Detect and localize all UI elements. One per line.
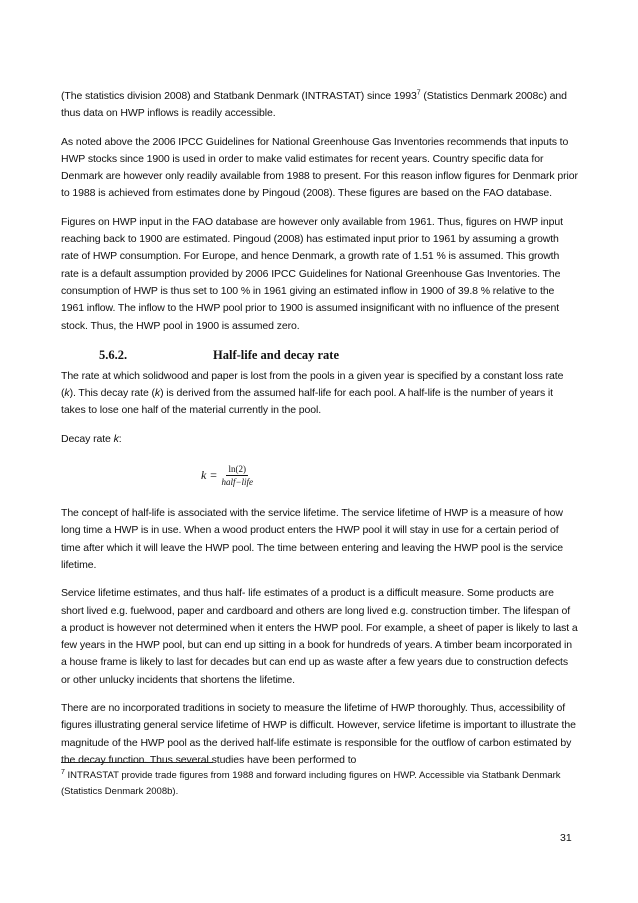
footnote-text: INTRASTAT provide trade figures from 1988 and forward including figures on HWP. Accessible via Statbank Denmark (Statistics Denmark 2008b). <box>61 770 561 797</box>
section-heading <box>61 346 578 364</box>
text-span: : <box>118 432 122 445</box>
formula-fraction <box>221 464 253 487</box>
variable-k: k <box>154 387 161 400</box>
variable-k: k <box>113 432 119 445</box>
paragraph-decay-rate-intro <box>61 368 578 420</box>
formula-denominator: half−life <box>221 476 254 487</box>
footnote <box>61 768 578 800</box>
section-title: Half-life and decay rate <box>213 347 340 362</box>
page-number: 31 <box>560 832 572 844</box>
formula-lhs: k = <box>201 467 218 482</box>
paragraph-service-lifetime: Service lifetime estimates, and thus half- life estimates of a product is a difficult measure. Some products are short lived e.g. fuelwood, paper and cardboard and others are long lived e.g. construction timber. The lifespan of a product is however not determined when it enters the HWP pool. For example, a sheet of paper is likely to last a few years in the HWP pool, but can end up sitting in a book for hundreds of years. A timber beam incorporated in a house frame is likely to last for decades but can end up as waste after a few years due to construction defects or other unlucky incidents that shortens the lifetime. <box>61 587 578 686</box>
section-number: 5.6.2. <box>99 347 128 362</box>
variable-k: k <box>64 387 70 400</box>
paragraph-fao-figures: Figures on HWP input in the FAO database are however only available from 1961. Thus, figures on HWP input reaching back to 1900 are estimated. Pingoud (2008) has estimated input prior to 1961 by assuming a growth rate of HWP consumption. For Europe, and hence Denmark, a growth rate of 1.51 % is assumed. This growth rate is a default assumption provided by 2006 IPCC Guidelines for National Greenhouse Gas Inventories. The consumption of HWP is thus set to 100 % in 1961 giving an estimated inflow in 1900 of 39.8 % relative to the 1961 inflow. The inflow to the HWP pool prior to 1900 is assumed insignificant with no influence of the present stock. Thus, the HWP pool in 1900 is assumed zero. <box>61 215 563 332</box>
formula-numerator: ln(2) <box>228 463 246 474</box>
text-span: (Statistics Denmark 2008c) and thus data on HWP inflows is readily accessible. <box>61 90 567 120</box>
page-body <box>61 88 578 780</box>
text-span: ). This decay rate ( <box>69 387 155 400</box>
text-span: The rate at which solidwood and paper is lost from the pools in a given year is specified by a constant loss rate ( <box>61 369 564 400</box>
text-span: Decay rate <box>61 432 114 445</box>
paragraph-traditions: There are no incorporated traditions in society to measure the lifetime of HWP thoroughly. Thus, accessibility of figures illustrating general service lifetime of HWP is difficult. However, service lifetime is important to illustrate the magnitude of the HWP pool as the derived half-life estimate is responsible for the outflow of carbon estimated by the decay function. Thus several studies have been performed to <box>61 702 576 766</box>
paragraph-intrastat <box>61 88 578 123</box>
paragraph-ipcc-guidelines: As noted above the 2006 IPCC Guidelines for National Greenhouse Gas Inventories recommends that inputs to HWP stocks since 1900 is used in order to make valid estimates for recent years. Country specific data for Denmark are however only readily available from 1988 to present. For this reason inflow figures for Denmark prior to 1988 is achieved from estimates done by Pingoud (2008). These figures are based on the FAO database. <box>61 135 578 200</box>
decay-rate-formula <box>201 457 578 493</box>
paragraph-half-life-concept: The concept of half-life is associated with the service lifetime. The service lifetime of HWP is a measure of how long time a HWP is in use. When a wood product enters the HWP pool it will stay in use for a certain period of time after which it will leave the HWP pool. The time between entering and leaving the HWP pool is the service lifetime. <box>61 507 564 571</box>
footnote-ref[interactable]: 7 <box>416 89 421 97</box>
decay-rate-label <box>61 431 578 448</box>
text-span: (The statistics division 2008) and Statbank Denmark (INTRASTAT) since 1993 <box>61 90 417 102</box>
text-span: ) is derived from the assumed half-life for each pool. A half-life is the number of years it takes to lose one half of the material currently in the pool. <box>61 387 553 417</box>
footnote-divider <box>61 762 213 763</box>
footnote-number: 7 <box>61 768 65 776</box>
